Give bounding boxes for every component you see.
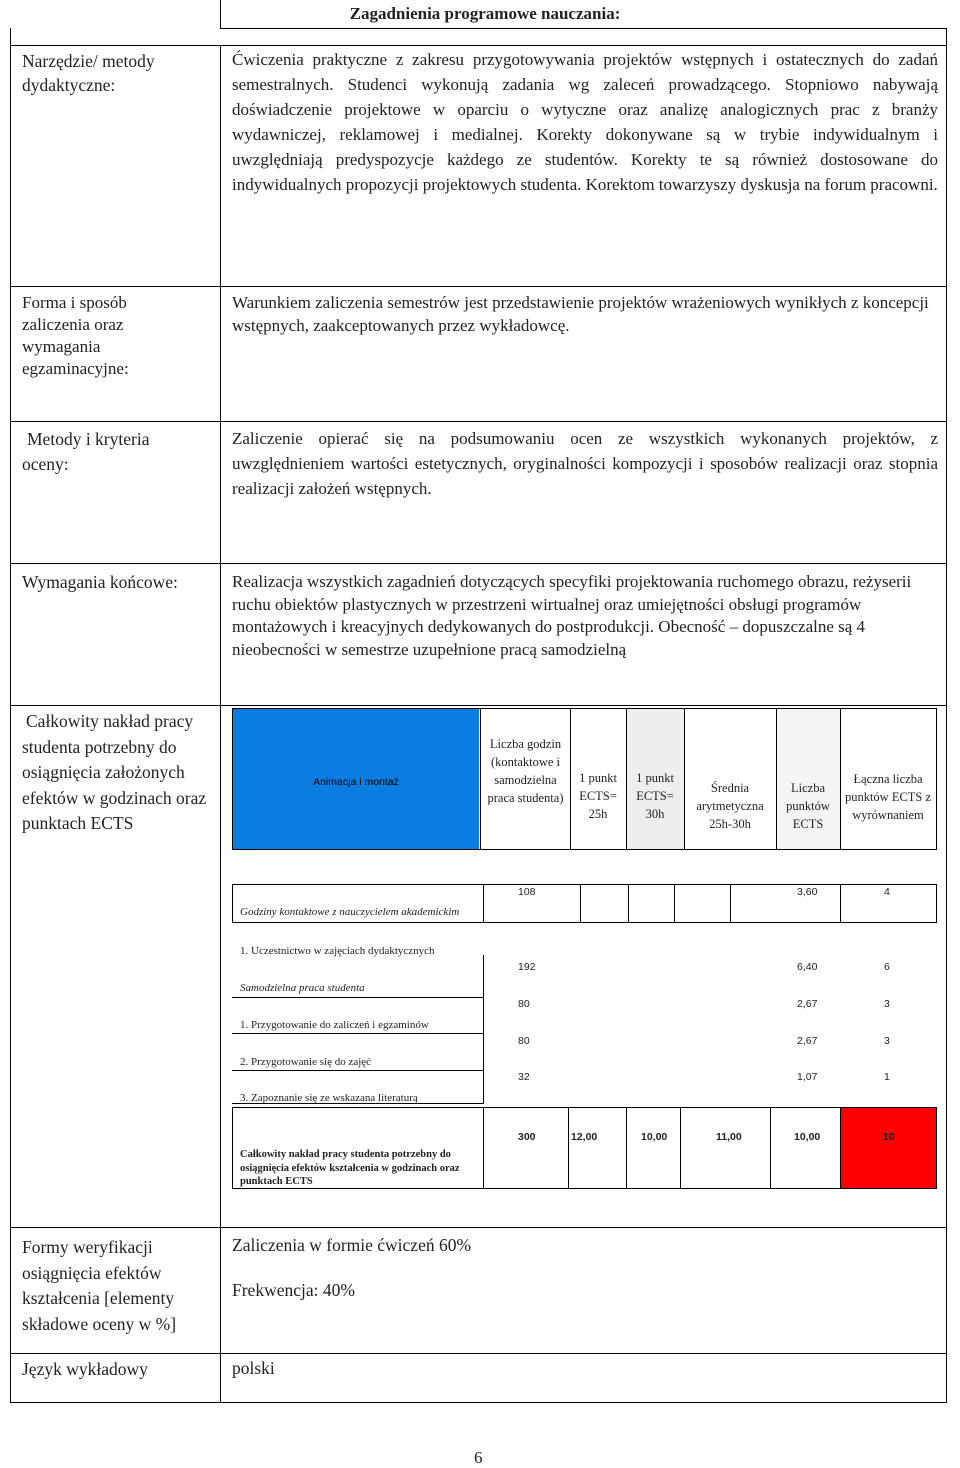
prep-label: 2. Przygotowanie się do zajęć [240,1056,372,1068]
form-label: Forma i sposób zaliczenia oraz wymagania egzaminacyjne: [22,293,129,378]
contact-total: 4 [884,886,890,898]
prep-hours: 80 [518,1035,530,1047]
summary-ects25: 12,00 [571,1131,598,1143]
page-number: 6 [474,1448,483,1467]
language-value: polski [232,1358,275,1378]
language-label: Język wykładowy [22,1359,148,1379]
exam-hours: 80 [518,998,530,1010]
summary-avg: 11,00 [716,1131,742,1143]
exam-points: 2,67 [797,998,818,1010]
avg-header: Średnia arytmetyczna 25h-30h [696,781,764,831]
requirements-label: Wymagania końcowe: [22,572,178,592]
self-hours: 192 [518,961,536,973]
column-divider [220,45,221,1403]
workload-label: Całkowity nakład pracy studenta potrzebny do osiągnięcia założonych efektów w godzinach oraz punktach ECTS [22,711,207,833]
ects25-header: 1 punkt ECTS= 25h [579,771,617,821]
literature-hours: 32 [518,1071,530,1083]
contact-points: 3,60 [797,886,818,898]
verification-line2: Frekwencja: 40% [232,1280,355,1300]
ects30-header: 1 punkt ECTS= 30h [636,771,674,821]
summary-total: 10 [883,1131,895,1143]
literature-label: 3. Zapoznanie się ze wskazana literaturą [240,1092,418,1104]
self-points: 6,40 [797,961,818,973]
participation-label: 1. Uczestnictwo w zajęciach dydaktycznych [240,945,435,957]
methods-text: Zaliczenie opierać się na podsumowaniu ocen ze wszystkich wykonanych projektów, z uwzględnieniem wartości estetycznych, oryginalności kompozycji i sposobów realizacji oraz stopnia realizacji założeń wstępnych. [232,429,938,498]
methods-label: Metody i kryteria oceny: [22,429,150,474]
form-text: Warunkiem zaliczenia semestrów jest przedstawienie projektów wrażeniowych wynikłych z koncepcji wstępnych, zaakceptowanych przez wykładowcę. [232,293,929,335]
summary-hours: 300 [518,1131,536,1143]
summary-total-cell [841,1108,936,1188]
contact-hours: 108 [518,886,536,898]
exam-total: 3 [884,998,890,1010]
literature-points: 1,07 [797,1071,818,1083]
exam-label: 1. Przygotowanie do zaliczeń i egzaminów [240,1019,429,1031]
tools-text: Ćwiczenia praktyczne z zakresu przygotowywania projektów wstępnych i ostatecznych do zadań semestralnych. Studenci wykonują zadania wg zaleceń prowadzącego. Stopniowo nabywają doświadczenie projektowe w oparciu o wytyczne oraz analizę analogicznych prac z branży wydawniczej, reklamowej i medialnej. Korekty dokonywane są w trybie indywidualnym i uwzględniają predyspozycje każdego ze studentów. Korekty te są również dostosowane do indywidualnych propozycji projektowych studenta. Korektom towarzyszy dyskusja na forum pracowni. [232,50,938,194]
tools-label: Narzędzie/ metody dydaktyczne: [22,51,155,95]
contact-label: Godziny kontaktowe z nauczycielem akademickim [240,906,460,918]
summary-label: Całkowity nakład pracy studenta potrzebny do osiągnięcia efektów kształcenia w godzinach oraz punktach ECTS [240,1149,460,1187]
verification-label: Formy weryfikacji osiągnięcia efektów kształcenia [elementy składowe oceny w %] [22,1237,177,1334]
prep-total: 3 [884,1035,890,1047]
prep-points: 2,67 [797,1035,818,1047]
verification-line1: Zaliczenia w formie ćwiczeń 60% [232,1235,472,1255]
subject-name: Animacja i montaż [313,776,399,788]
self-total: 6 [884,961,890,973]
summary-points: 10,00 [794,1131,821,1143]
points-header: Liczba punktów ECTS [786,781,830,831]
literature-total: 1 [884,1071,890,1083]
total-header: Łączna liczba punktów ECTS z wyrównaniem [844,772,932,822]
requirements-text: Realizacja wszystkich zagadnień dotyczących specyfiki projektowania ruchomego obrazu, reżyserii ruchu obiektów plastycznych w przestrzeni wirtualnej oraz umiejętności obsługi programów montażowych i kreacyjnych dedykowanych do postprodukcji. Obecność – dopuszczalne są 4 nieobecności w semestrze uzupełnione pracą samodzielną [232,572,912,659]
self-label: Samodzielna praca studenta [240,982,365,994]
hours-header: Liczba godzin (kontaktowe i samodzielna praca studenta) [487,737,564,805]
summary-ects30: 10,00 [641,1131,668,1143]
section-title: Zagadnienia programowe nauczania: [349,4,621,23]
